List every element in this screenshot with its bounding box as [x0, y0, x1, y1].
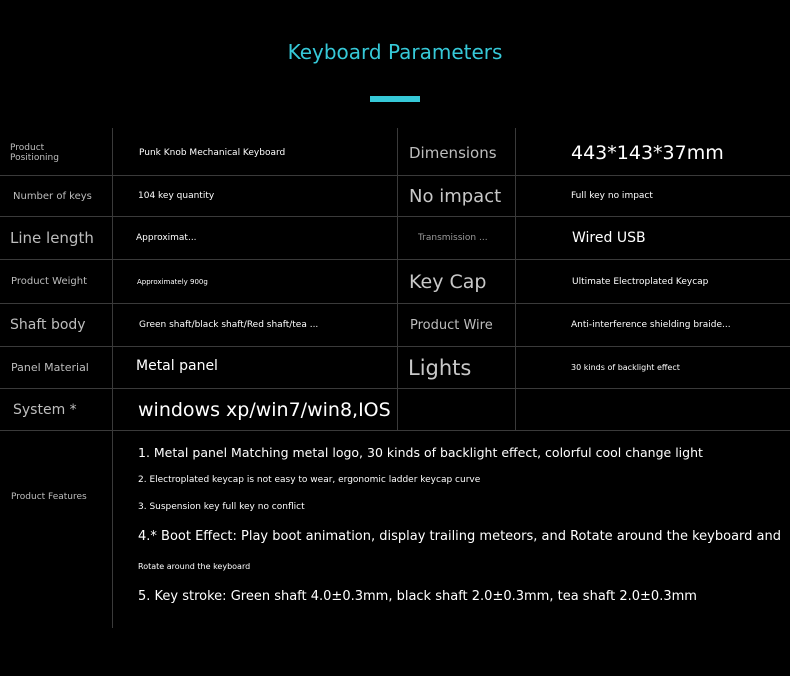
product-positioning-label: Product Positioning [10, 143, 59, 163]
grid-divider [515, 128, 516, 430]
grid-divider [0, 388, 790, 389]
system-label: System * [13, 401, 77, 418]
feature-item: 5. Key stroke: Green shaft 4.0±0.3mm, black shaft 2.0±0.3mm, tea shaft 2.0±0.3mm [138, 589, 697, 604]
lights-value: 30 kinds of backlight effect [571, 363, 680, 372]
grid-divider [0, 430, 790, 431]
feature-item: 1. Metal panel Matching metal logo, 30 kinds of backlight effect, colorful cool change light [138, 445, 703, 460]
product-wire-value: Anti-interference shielding braide... [571, 320, 731, 330]
product-wire-label: Product Wire [410, 317, 493, 333]
dimensions-value: 443*143*37mm [571, 142, 724, 164]
lights-label: Lights [408, 355, 472, 380]
line-length-value: Approximat... [136, 233, 197, 243]
grid-divider [0, 175, 790, 176]
shaft-body-value: Green shaft/black shaft/Red shaft/tea ... [139, 320, 319, 330]
feature-item: 3. Suspension key full key no conflict [138, 502, 305, 512]
grid-divider [397, 128, 398, 430]
panel-material-value: Metal panel [136, 358, 218, 374]
product-weight-value: Approximately 900g [137, 277, 208, 286]
grid-divider [0, 216, 790, 217]
feature-item: Rotate around the keyboard [138, 562, 251, 571]
line-length-label: Line length [10, 229, 94, 247]
number-of-keys-value: 104 key quantity [138, 191, 215, 201]
key-cap-value: Ultimate Electroplated Keycap [572, 276, 709, 287]
product-features-label: Product Features [11, 492, 87, 502]
feature-item: 4.* Boot Effect: Play boot animation, display trailing meteors, and Rotate around the keyboard and [138, 529, 781, 544]
key-cap-label: Key Cap [409, 270, 487, 293]
product-positioning-value: Punk Knob Mechanical Keyboard [139, 148, 286, 158]
transmission-label: Transmission ... [418, 233, 488, 243]
feature-item: 2. Electroplated keycap is not easy to wear, ergonomic ladder keycap curve [138, 475, 481, 485]
system-value: windows xp/win7/win8,IOS [138, 398, 391, 421]
transmission-value: Wired USB [572, 230, 646, 246]
no-impact-label: No impact [409, 185, 502, 207]
dimensions-label: Dimensions [409, 144, 497, 162]
no-impact-value: Full key no impact [571, 191, 653, 201]
page-title: Keyboard Parameters [287, 40, 503, 64]
title-underline [370, 96, 420, 102]
panel-material-label: Panel Material [11, 361, 89, 374]
grid-divider [112, 128, 113, 628]
product-weight-label: Product Weight [11, 276, 87, 287]
shaft-body-label: Shaft body [10, 317, 86, 333]
number-of-keys-label: Number of keys [13, 190, 92, 202]
